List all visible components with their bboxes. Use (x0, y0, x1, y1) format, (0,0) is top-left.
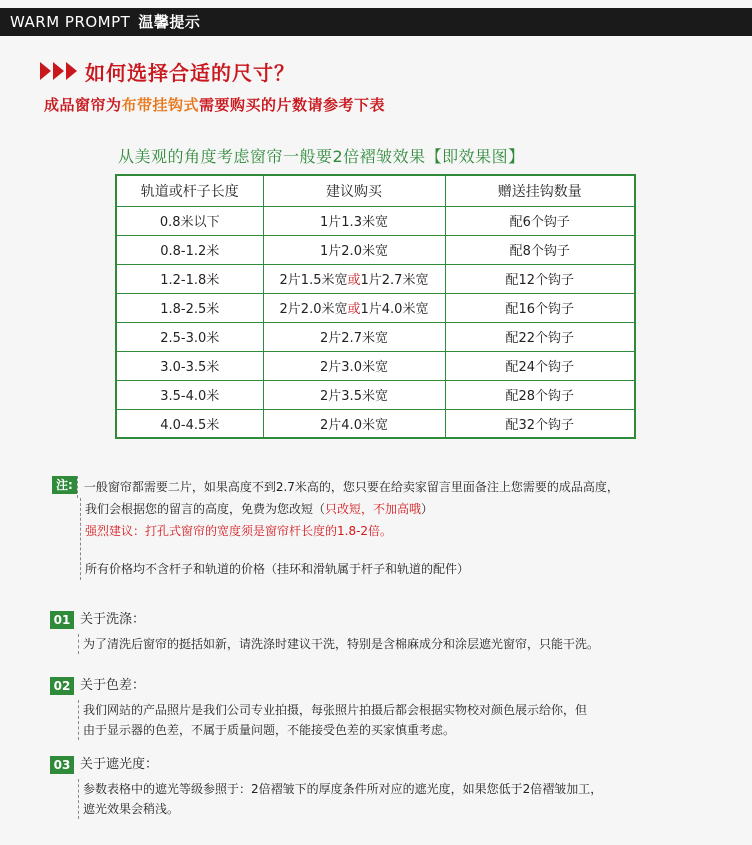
info-section (50, 755, 740, 819)
cell-suggest-part: 1片2.0米宽 (320, 244, 388, 259)
header-hooks: 赠送挂钩数量 (445, 175, 635, 206)
cell-length: 2.5-3.0米 (116, 322, 263, 351)
cell-hooks: 配32个钩子 (445, 409, 635, 438)
section-number: 02 (50, 677, 74, 695)
warm-prompt-en: WARM PROMPT (10, 13, 131, 31)
subline (44, 94, 385, 115)
cell-length: 3.5-4.0米 (116, 380, 263, 409)
note-tag: 注: (52, 476, 77, 494)
section-heading: 关于遮光度： (80, 757, 159, 772)
cell-hooks: 配28个钩子 (445, 380, 635, 409)
cell-length: 1.8-2.5米 (116, 293, 263, 322)
note-line3: 强烈建议：打孔式窗帘的宽度须是窗帘杆长度的1.8-2倍。 (85, 524, 393, 538)
subline-highlight: 布带挂钩式 (121, 96, 200, 114)
section-heading: 关于洗涤： (80, 612, 146, 627)
section-line: 参数表格中的遮光等级参照于：2倍褶皱下的厚度条件所对应的遮光度，如果您低于2倍褶皱加工， (83, 782, 603, 796)
table-row (116, 206, 635, 235)
cell-suggest (263, 409, 445, 438)
cell-hooks: 配22个钩子 (445, 322, 635, 351)
table-title: 从美观的角度考虑窗帘一般要2倍褶皱效果【即效果图】 (118, 147, 525, 166)
info-section (50, 676, 740, 740)
info-section (50, 610, 740, 654)
note-line1: 一般窗帘都需要二片，如果高度不到2.7米高的，您只要在给卖家留言里面备注上您需要的成品高度， (83, 480, 619, 494)
table-row (116, 380, 635, 409)
section-heading: 关于色差： (80, 678, 146, 693)
cell-suggest-part: 1片4.0米宽 (360, 302, 429, 317)
note-line2c: ） (421, 502, 434, 516)
subline-part3: 需要购买的片数请参考下表 (199, 96, 386, 114)
cell-suggest-part: 2片2.0米宽 (279, 302, 348, 317)
cell-suggest (263, 235, 445, 264)
cell-length: 3.0-3.5米 (116, 351, 263, 380)
table-row (116, 264, 635, 293)
note-line4: 所有价格均不含杆子和轨道的价格（挂环和滑轨属于杆子和轨道的配件） (85, 562, 470, 576)
cell-suggest-part: 2片3.0米宽 (320, 360, 388, 375)
cell-hooks: 配6个钩子 (445, 206, 635, 235)
warm-prompt-bar (0, 8, 752, 36)
cell-hooks: 配12个钩子 (445, 264, 635, 293)
subline-part1: 成品窗帘为 (44, 96, 122, 114)
cell-length: 0.8-1.2米 (116, 235, 263, 264)
cell-suggest-part: 2片3.5米宽 (320, 389, 388, 404)
cell-suggest-part: 1片1.3米宽 (320, 215, 388, 230)
warm-prompt-cn: 温馨提示 (138, 13, 201, 31)
cell-suggest (263, 351, 445, 380)
cell-length: 0.8米以下 (116, 206, 263, 235)
table-row (116, 293, 635, 322)
section-line: 遮光效果会稍浅。 (83, 802, 180, 816)
table-row (116, 409, 635, 438)
cell-or: 或 (347, 302, 361, 317)
cell-length: 1.2-1.8米 (116, 264, 263, 293)
cell-suggest (263, 264, 445, 293)
table-row (116, 235, 635, 264)
note-line2 (85, 498, 732, 520)
cell-suggest (263, 322, 445, 351)
note-line2b: 只改短，不加高哦 (325, 502, 422, 516)
section-number: 01 (50, 611, 74, 629)
header-length: 轨道或杆子长度 (116, 175, 263, 206)
table-row (116, 351, 635, 380)
cell-suggest (263, 293, 445, 322)
table-row (116, 322, 635, 351)
section-line: 为了清洗后窗帘的挺括如新，请洗涤时建议干洗，特别是含棉麻成分和涂层遮光窗帘，只能干洗。 (83, 637, 600, 651)
cell-suggest-part: 2片1.5米宽 (279, 273, 348, 288)
section-line: 由于显示器的色差，不属于质量问题，不能接受色差的买家慎重考虑。 (83, 723, 456, 737)
section-number: 03 (50, 756, 74, 774)
cell-suggest (263, 380, 445, 409)
cell-suggest-part: 2片4.0米宽 (320, 417, 388, 433)
cell-or: 或 (347, 273, 361, 288)
section-line: 我们网站的产品照片是我们公司专业拍摄，每张照片拍摄后都会根据实物校对颜色展示给你，但 (83, 703, 588, 717)
cell-hooks: 配8个钩子 (445, 235, 635, 264)
table-header-row (116, 175, 635, 206)
headline-title: 如何选择合适的尺寸？ (85, 60, 295, 85)
cell-hooks: 配24个钩子 (445, 351, 635, 380)
header-suggest: 建议购买 (263, 175, 445, 206)
note-line2a: 我们会根据您的留言的高度，免费为您改短（ (85, 502, 326, 516)
cell-length: 4.0-4.5米 (116, 409, 263, 438)
cell-suggest (263, 206, 445, 235)
cell-suggest-part: 1片2.7米宽 (360, 273, 429, 288)
size-headline (40, 58, 295, 84)
cell-hooks: 配16个钩子 (445, 293, 635, 322)
triple-arrow-icon (40, 62, 79, 80)
size-table (115, 174, 636, 439)
cell-suggest-part: 2片2.7米宽 (320, 331, 388, 346)
notes-block (52, 476, 732, 580)
